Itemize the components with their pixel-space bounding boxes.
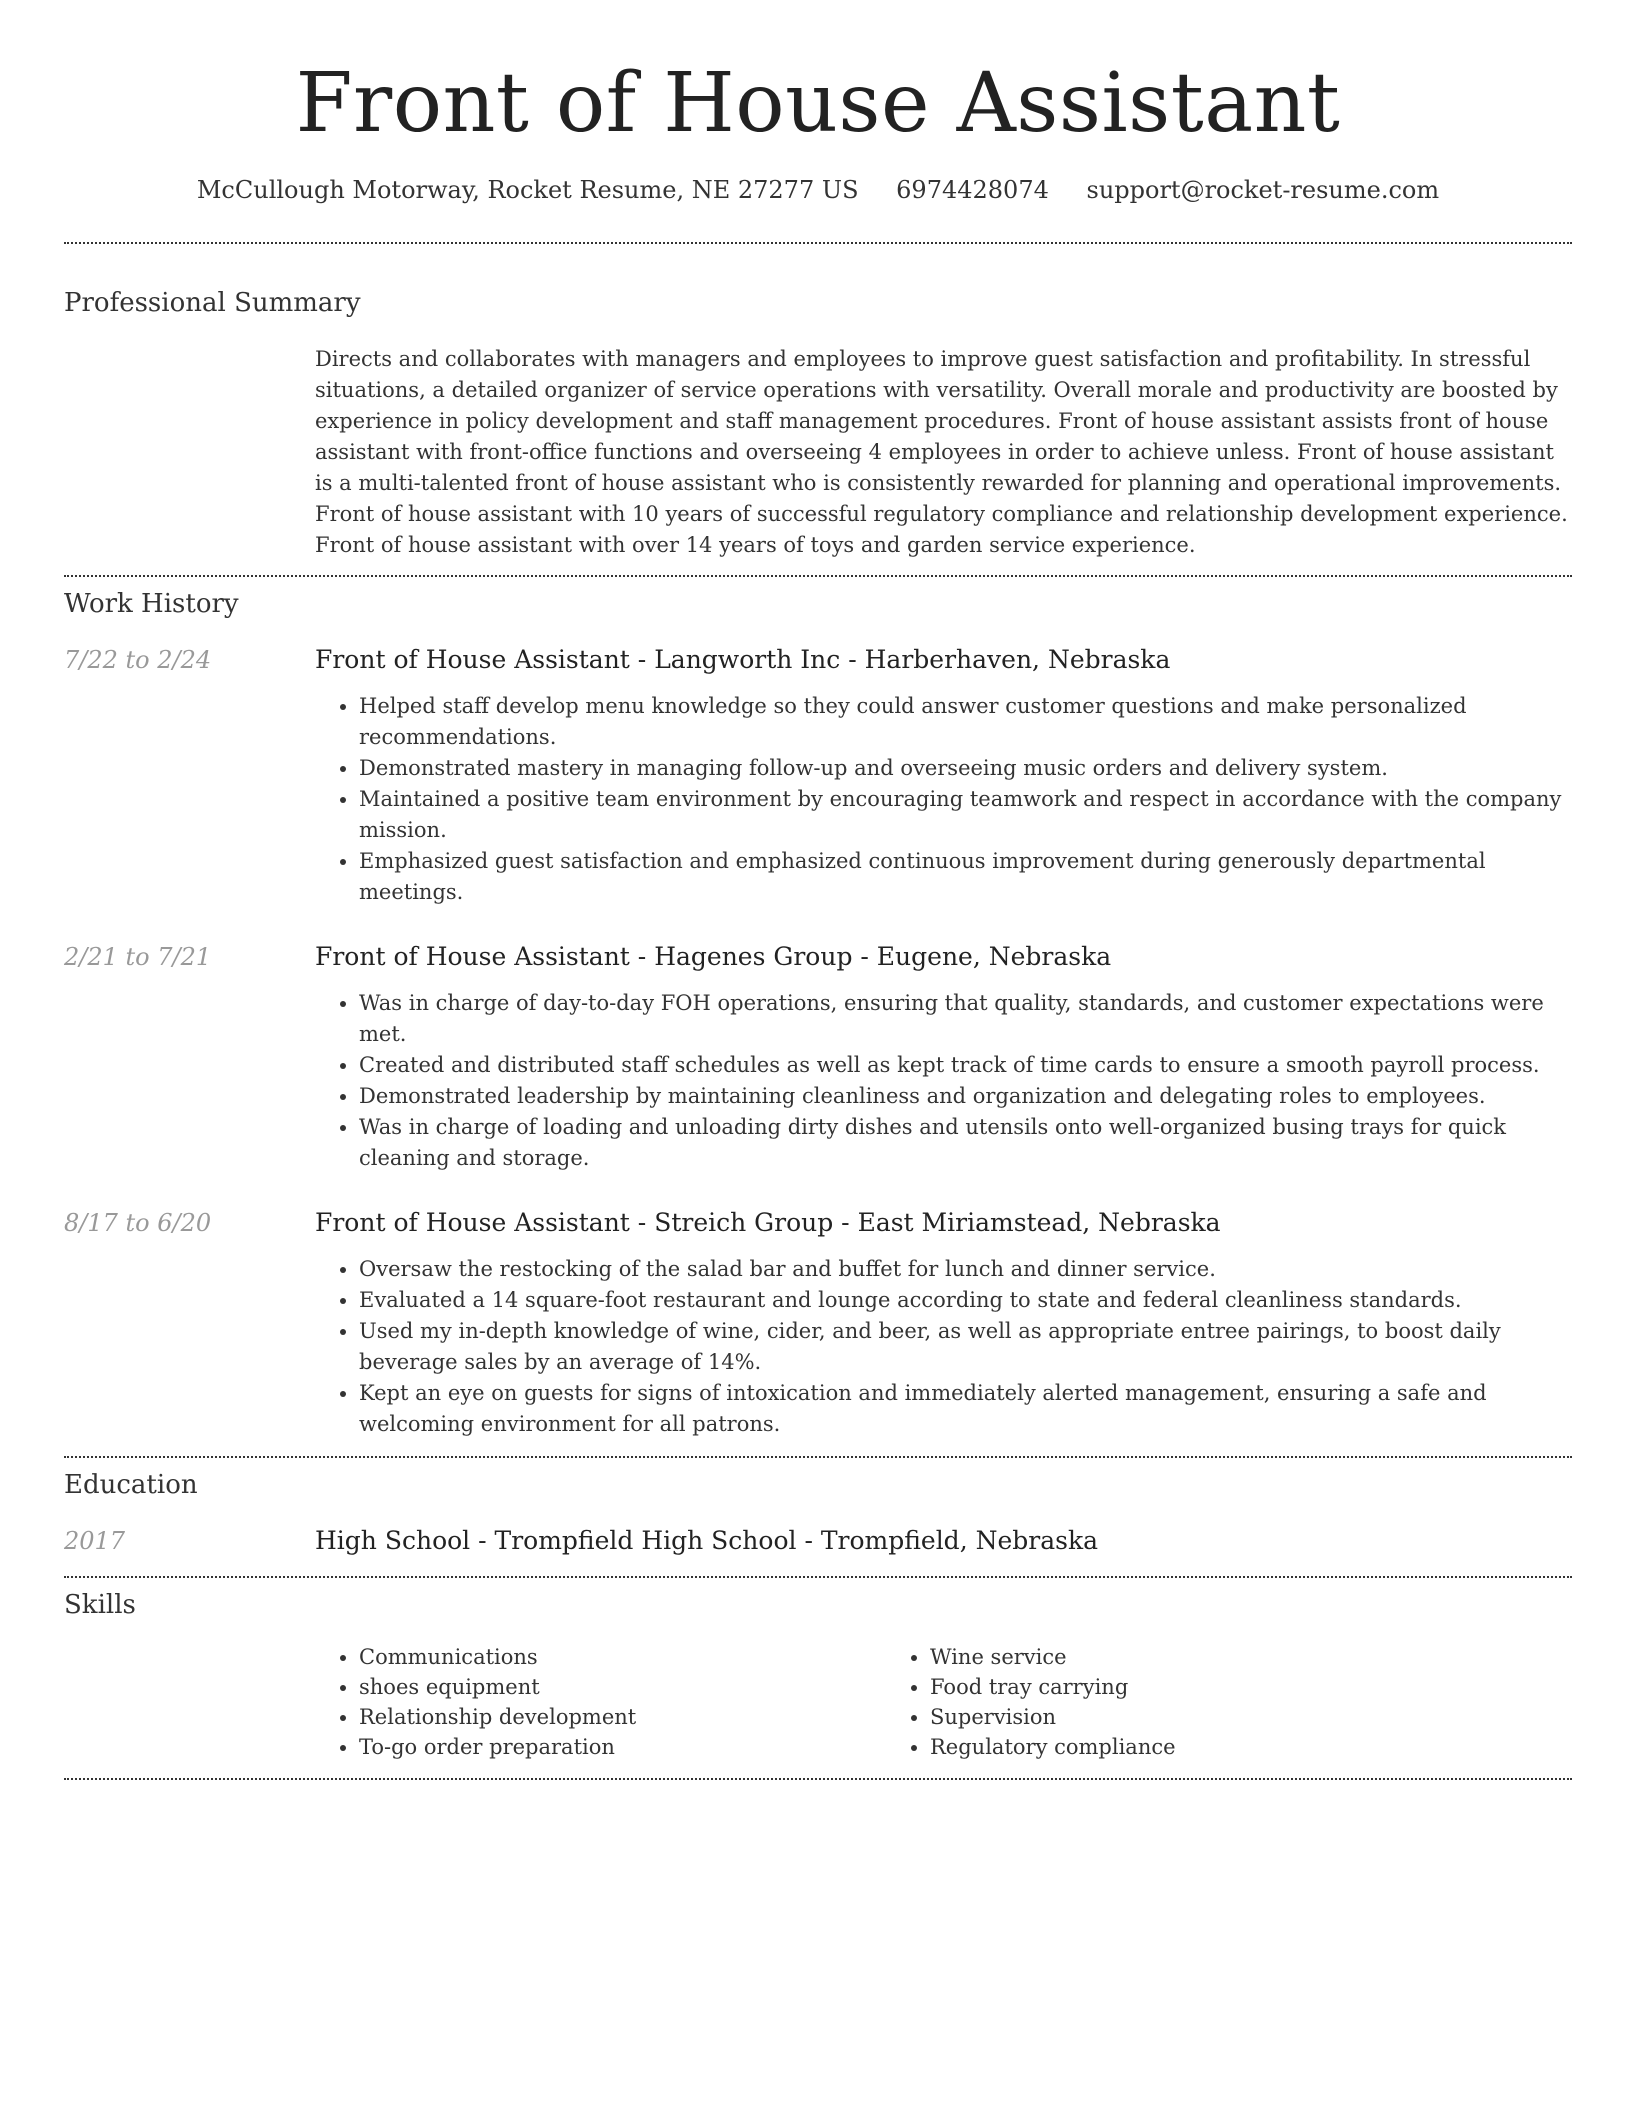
contact-address: McCullough Motorway, Rocket Resume, NE 27277 US [196, 176, 859, 204]
skill-item: • shoes equipment [359, 1672, 886, 1702]
job-bullet: • Demonstrated leadership by maintaining cleanliness and organization and delegating roles to employees. [359, 1081, 1572, 1112]
job-dates: 2/21 to 7/21 [64, 943, 212, 971]
job-bullets [315, 691, 1572, 908]
skills-column-left [315, 1642, 886, 1762]
job-entry-2 [64, 940, 1572, 1174]
contact-line [64, 174, 1572, 206]
work-section-title: Work History [64, 589, 239, 619]
skill-item: • Communications [359, 1642, 886, 1672]
section-divider [64, 1456, 1572, 1458]
job-bullet: • Kept an eye on guests for signs of intoxication and immediately alerted management, ensuring a safe and welcoming environment for all patrons. [359, 1378, 1572, 1440]
job-entry-1 [64, 643, 1572, 908]
section-divider [64, 575, 1572, 577]
job-bullet: • Created and distributed staff schedules as well as kept track of time cards to ensure a smooth payroll process. [359, 1050, 1572, 1081]
skills-list [315, 1642, 1572, 1762]
job-dates: 7/22 to 2/24 [64, 646, 212, 674]
skill-item: • Regulatory compliance [930, 1732, 1457, 1762]
job-bullet: • Was in charge of day-to-day FOH operations, ensuring that quality, standards, and customer expectations were met. [359, 988, 1572, 1050]
section-divider [64, 1778, 1572, 1780]
job-entry-3 [64, 1206, 1572, 1440]
resume-name: Front of House Assistant [295, 56, 1341, 151]
job-bullet: • Helped staff develop menu knowledge so they could answer customer questions and make personalized recommendations. [359, 691, 1572, 753]
contact-phone: 6974428074 [896, 176, 1049, 204]
job-bullet: • Used my in-depth knowledge of wine, cider, and beer, as well as appropriate entree pairings, to boost daily beverage sales by an average of 14%. [359, 1316, 1572, 1378]
skill-item: • Supervision [930, 1702, 1457, 1732]
education-section-title: Education [64, 1470, 198, 1500]
education-year: 2017 [64, 1527, 126, 1555]
job-bullet: • Emphasized guest satisfaction and emphasized continuous improvement during generously departmental meetings. [359, 846, 1572, 908]
section-divider [64, 1576, 1572, 1578]
summary-section-title: Professional Summary [64, 288, 361, 318]
skill-item: • To-go order preparation [359, 1732, 886, 1762]
job-heading: Front of House Assistant - Streich Group - East Miriamstead, Nebraska [315, 1208, 1221, 1237]
job-bullet: • Maintained a positive team environment by encouraging teamwork and respect in accordance with the company mission. [359, 784, 1572, 846]
skill-item: • Food tray carrying [930, 1672, 1457, 1702]
job-heading: Front of House Assistant - Langworth Inc - Harberhaven, Nebraska [315, 645, 1171, 674]
job-bullet: • Was in charge of loading and unloading dirty dishes and utensils onto well-organized busing trays for quick cleaning and storage. [359, 1112, 1572, 1174]
skill-item: • Wine service [930, 1642, 1457, 1672]
section-divider [64, 242, 1572, 244]
contact-email: support@rocket-resume.com [1086, 176, 1440, 204]
job-bullet: • Evaluated a 14 square-foot restaurant and lounge according to state and federal cleanliness standards. [359, 1285, 1572, 1316]
job-dates: 8/17 to 6/20 [64, 1209, 212, 1237]
resume-page [64, 0, 1572, 1780]
job-bullets [315, 988, 1572, 1174]
summary-text: Directs and collaborates with managers and employees to improve guest satisfaction and profitability. In stressful situations, a detailed organizer of service operations with versatility. Overall morale and productivity are boosted by experience in policy development and staff management procedures. Front of house assistant assists front of house assistant with front-office functions and overseeing 4 employees in order to achieve unless. Front of house assistant is a multi-talented front of house assistant who is consistently rewarded for planning and operational improvements. Front of house assistant with 10 years of successful regulatory compliance and relationship development experience. Front of house assistant with over 14 years of toys and garden service experience. [315, 347, 1568, 557]
job-bullets [315, 1254, 1572, 1440]
job-bullet: • Demonstrated mastery in managing follow-up and overseeing music orders and delivery system. [359, 753, 1572, 784]
education-entry [64, 1524, 1572, 1558]
skills-column-right [886, 1642, 1457, 1762]
skills-section-title: Skills [64, 1590, 136, 1620]
education-heading: High School - Trompfield High School - Trompfield, Nebraska [315, 1526, 1098, 1555]
skill-item: • Relationship development [359, 1702, 886, 1732]
job-heading: Front of House Assistant - Hagenes Group - Eugene, Nebraska [315, 942, 1112, 971]
job-bullet: • Oversaw the restocking of the salad bar and buffet for lunch and dinner service. [359, 1254, 1572, 1285]
